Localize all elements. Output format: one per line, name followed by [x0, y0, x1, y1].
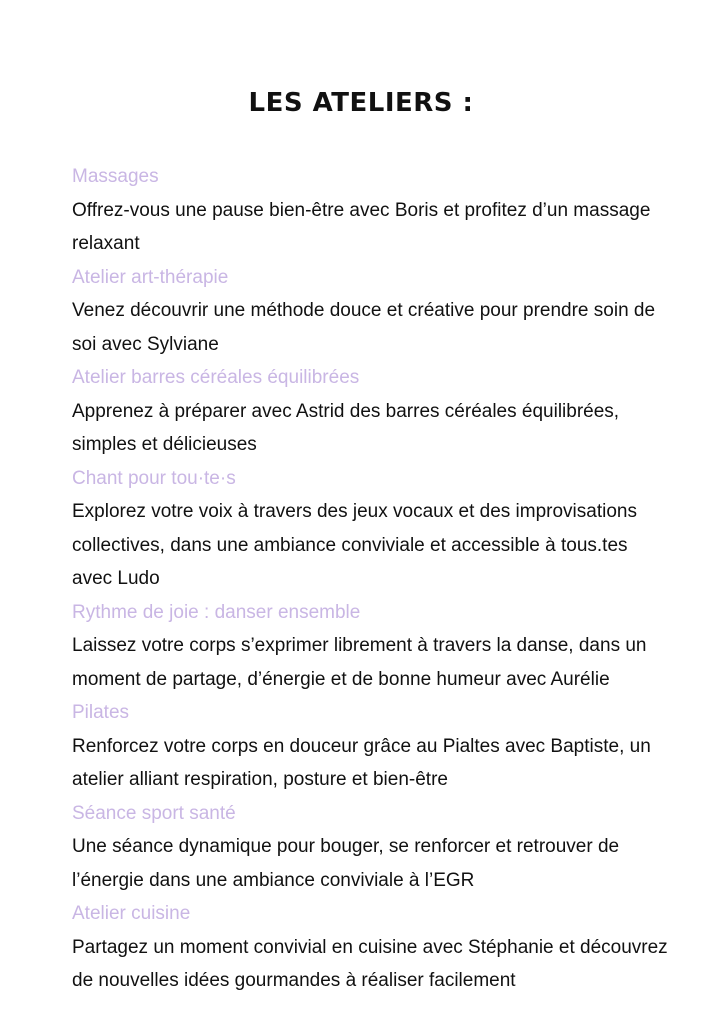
workshop-description: Partagez un moment convivial en cuisine avec Stéphanie et découvrez de nouvelles idées gourmandes à réaliser facilement	[72, 936, 668, 991]
workshop-name: Chant pour tou·te·s	[72, 467, 236, 489]
workshop-description: Une séance dynamique pour bouger, se renforcer et retrouver de l’énergie dans une ambiance conviviale à l’EGR	[72, 836, 620, 891]
workshop-item	[72, 797, 672, 898]
workshop-description: Offrez-vous une pause bien-être avec Boris et profitez d’un massage relaxant	[72, 199, 651, 254]
workshop-description: Venez découvrir une méthode douce et créative pour prendre soin de soi avec Sylviane	[72, 300, 656, 355]
workshop-name: Atelier cuisine	[72, 903, 191, 924]
workshop-item	[72, 596, 672, 697]
workshop-name: Atelier barres céréales équilibrées	[72, 367, 360, 388]
workshop-list	[72, 160, 672, 998]
workshop-item	[72, 462, 672, 596]
workshop-name: Atelier art-thérapie	[72, 266, 229, 288]
workshop-name: Pilates	[72, 702, 130, 723]
workshop-name: Massages	[72, 166, 159, 187]
page-title: LES ATELIERS :	[248, 88, 474, 118]
workshop-name: Rythme de joie : danser ensemble	[72, 601, 361, 623]
workshop-item	[72, 696, 672, 797]
workshop-item	[72, 897, 672, 998]
workshop-description: Explorez votre voix à travers des jeux vocaux et des improvisations collectives, dans une ambiance conviviale et accessible à tous.tes avec Ludo	[72, 501, 637, 589]
workshop-item	[72, 160, 672, 261]
workshop-name: Séance sport santé	[72, 802, 236, 824]
workshop-item	[72, 361, 672, 462]
workshop-description: Apprenez à préparer avec Astrid des barres céréales équilibrées, simples et délicieuses	[72, 400, 620, 455]
workshop-description: Laissez votre corps s’exprimer librement à travers la danse, dans un moment de partage, d’énergie et de bonne humeur avec Aurélie	[72, 635, 647, 690]
workshop-description: Renforcez votre corps en douceur grâce au Pialtes avec Baptiste, un atelier alliant respiration, posture et bien-être	[72, 735, 651, 790]
workshop-item	[72, 261, 672, 362]
